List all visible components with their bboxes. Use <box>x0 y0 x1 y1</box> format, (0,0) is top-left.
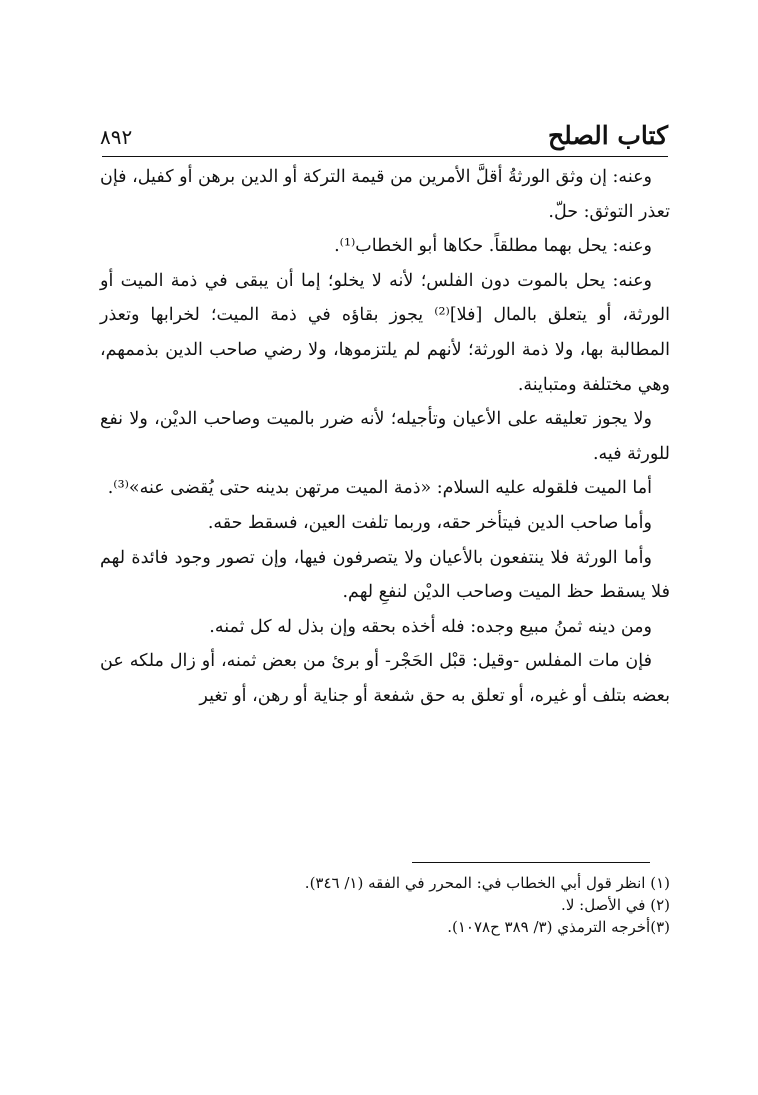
footnote-divider <box>412 862 650 863</box>
paragraph: وأما صاحب الدين فيتأخر حقه، وربما تلفت العين، فسقط حقه. <box>207 512 652 533</box>
main-text <box>100 160 670 714</box>
paragraph: وأما الورثة فلا ينتفعون بالأعيان ولا يتصرفون فيها، وإن تصور وجود فائدة لهم فلا يسقط حظ الميت وصاحب الديْن لنفعِ لهم. <box>100 547 670 603</box>
footnote: (٢) في الأصل: لا. <box>561 896 670 914</box>
paragraph: أما الميت فلقوله عليه السلام: «ذمة الميت مرتهن بدينه حتى يُقضى عنه»⁽³⁾. <box>107 478 652 499</box>
chapter-title: كتاب الصلح <box>548 121 668 150</box>
header-divider <box>102 156 668 157</box>
footnote: (٣)أخرجه الترمذي (٣/ ٣٨٩ ح١٠٧٨). <box>447 918 670 936</box>
page-header <box>100 118 668 154</box>
page-number: ٨٩٢ <box>100 125 133 149</box>
paragraph: وعنه: إن وثق الورثةُ أقلَّ الأمرين من قيمة التركة أو الدين برهن أو كفيل، فإن تعذر التوثق: حلّ. <box>100 167 670 222</box>
paragraph: ومن دينه ثمنُ مبيع وجده: فله أخذه بحقه وإن بذل له كل ثمنه. <box>209 616 652 637</box>
paragraph: فإن مات المفلس -وقيل: قبْل الحَجْر- أو برئ من بعض ثمنه، أو زال ملكه عن بعضه بتلف أو غيره، أو تعلق به حق شفعة أو جناية أو رهن، أو تغير <box>100 651 670 706</box>
paragraph: وعنه: يحل بهما مطلقاً. حكاها أبو الخطاب⁽¹⁾. <box>334 236 652 257</box>
footnotes <box>150 872 670 938</box>
paragraph: ولا يجوز تعليقه على الأعيان وتأجيله؛ لأنه ضرر بالميت وصاحب الديْن، ولا نفع للورثة فيه. <box>100 409 670 464</box>
footnote: (١) انظر قول أبي الخطاب في: المحرر في الفقه (١/ ٣٤٦). <box>304 874 670 892</box>
paragraph: وعنه: يحل بالموت دون الفلس؛ لأنه لا يخلو؛ إما أن يبقى في ذمة الميت أو الورثة، أو يتعلق بالمال [فلا]⁽²⁾ يجوز بقاؤه في ذمة الميت؛ لخرابها وتعذر المطالبة بها، ولا ذمة الورثة؛ لأنهم لم يلتزموها، ولا رضي صاحب الدين بذممهم، وهي مختلفة ومتباينة. <box>100 270 670 395</box>
